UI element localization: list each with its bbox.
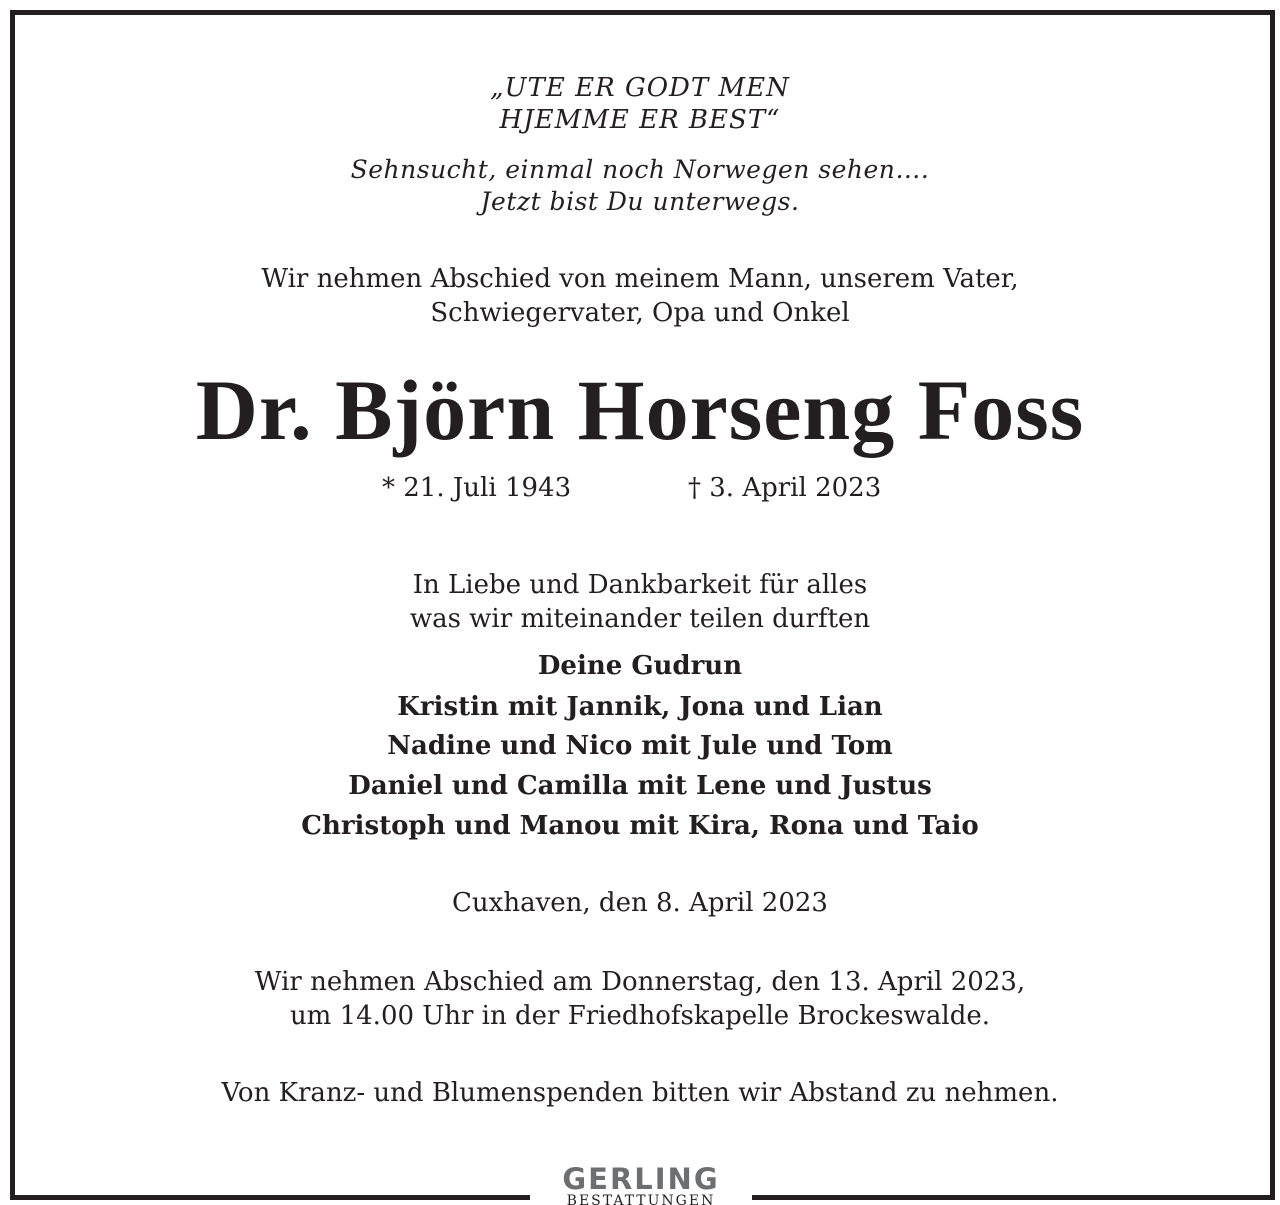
family-member: Daniel und Camilla mit Lene und Justus <box>348 771 932 801</box>
death-date: † 3. April 2023 <box>688 473 882 503</box>
family-member: Christoph und Manou mit Kira, Rona und Taio <box>301 811 979 841</box>
motto-line-1: „UTE ER GODT MEN <box>490 73 790 103</box>
farewell-intro-line-1: Wir nehmen Abschied von meinem Mann, unserem Vater, <box>261 264 1019 294</box>
family-member: Nadine und Nico mit Jule und Tom <box>387 731 893 761</box>
farewell-intro-line-2: Schwiegervater, Opa und Onkel <box>430 298 850 328</box>
deceased-name: Dr. Björn Horseng Foss <box>195 362 1085 458</box>
family-member: Deine Gudrun <box>537 651 743 681</box>
birth-date: * 21. Juli 1943 <box>382 473 572 503</box>
service-line-1: Wir nehmen Abschied am Donnerstag, den 13. April 2023, <box>254 967 1026 997</box>
verse-line-1: Sehnsucht, einmal noch Norwegen sehen…. <box>350 155 930 184</box>
flowers-note: Von Kranz- und Blumenspenden bitten wir Abstand zu nehmen. <box>221 1078 1059 1108</box>
logo-subtitle: BESTATTUNGEN <box>566 1193 716 1205</box>
motto-line-2: HJEMME ER BEST“ <box>499 105 781 135</box>
service-line-2: um 14.00 Uhr in der Friedhofskapelle Brockeswalde. <box>289 1001 991 1031</box>
logo-name: GERLING <box>562 1162 720 1196</box>
family-member: Kristin mit Jannik, Jona und Lian <box>397 692 883 722</box>
place-and-date: Cuxhaven, den 8. April 2023 <box>452 888 828 918</box>
funeral-home-logo <box>530 1160 752 1205</box>
gratitude-line-1: In Liebe und Dankbarkeit für alles <box>412 570 868 600</box>
gratitude-line-2: was wir miteinander teilen durften <box>409 604 871 634</box>
verse-line-2: Jetzt bist Du unterwegs. <box>480 187 800 216</box>
